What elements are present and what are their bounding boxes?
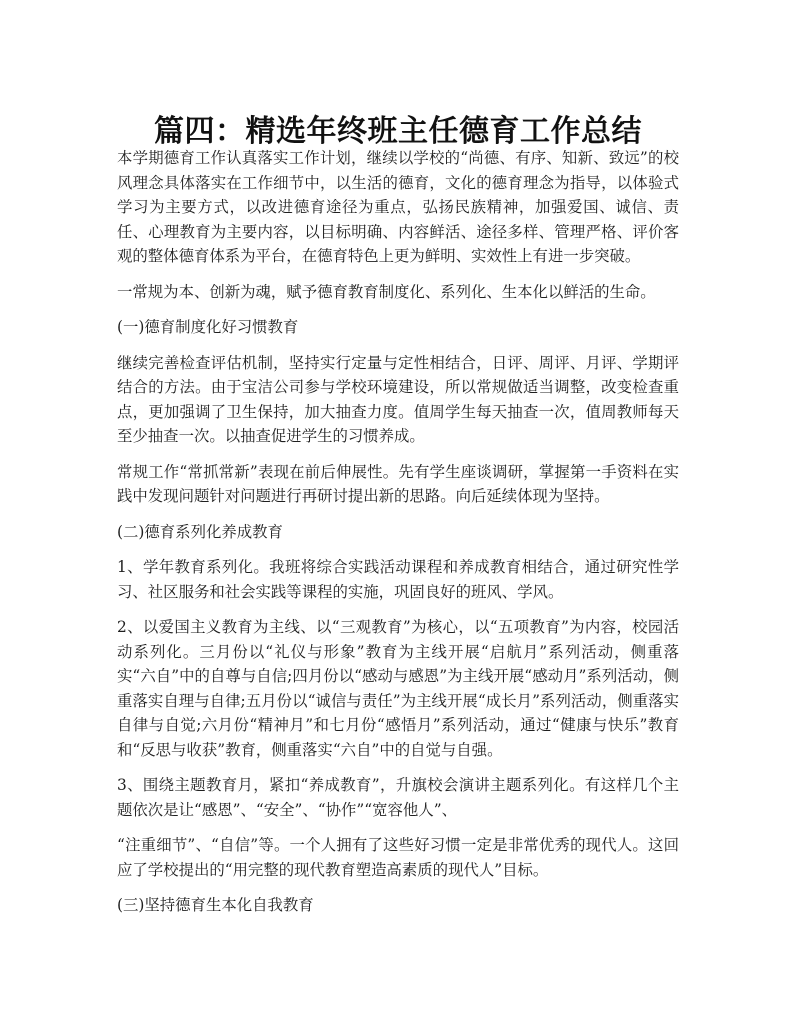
document-body <box>117 146 679 929</box>
paragraph-item-2: 2、以爱国主义教育为主线、以“三观教育”为核心，以“五项教育”为内容，校园活动系列化。三月份以“礼仪与形象”教育为主线开展“启航月”系列活动，侧重落实“六自”中的自尊与自信;四月份以“感动与感恩”为主线开展“感动月”系列活动，侧重落实自理与自律;五月份以“诚信与责任”为主线开展“成长月”系列活动，侧重落实自律与自觉;六月份“精神月”和七月份“感悟月”系列活动，通过“健康与快乐”教育和“反思与收获”教育，侧重落实“六自”中的自觉与自强。 <box>117 618 679 759</box>
paragraph-routine: 常规工作“常抓常新”表现在前后伸展性。先有学生座谈调研，掌握第一手资料在实践中发现问题针对问题进行再研讨提出新的思路。向后延续体现为坚持。 <box>117 462 679 505</box>
paragraph-inspection: 继续完善检查评估机制，坚持实行定量与定性相结合，日评、周评、月评、学期评结合的方法。由于宝洁公司参与学校环境建设，所以常规做适当调整，改变检查重点，更加强调了卫生保持，加大抽查力度。值周学生每天抽查一次，值周教师每天至少抽查一次。以抽查促进学生的习惯养成。 <box>117 353 679 445</box>
paragraph-subheading-2: (二)德育系列化养成教育 <box>117 522 283 541</box>
paragraph-item-1: 1、学年教育系列化。我班将综合实践活动课程和养成教育相结合，通过研究性学习、社区服务和社会实践等课程的实施，巩固良好的班风、学风。 <box>117 558 679 601</box>
paragraph-item-3-continued: “注重细节”、“自信”等。一个人拥有了这些好习惯一定是非常优秀的现代人。这回应了学校提出的“用完整的现代教育塑造高素质的现代人”目标。 <box>117 836 679 879</box>
paragraph-intro: 本学期德育工作认真落实工作计划，继续以学校的“尚德、有序、知新、致远”的校风理念具体落实在工作细节中，以生活的德育，文化的德育理念为指导，以体验式学习为主要方式，以改进德育途径为重点，弘扬民族精神，加强爱国、诚信、责任、心理教育为主要内容，以目标明确、内容鲜活、途径多样、管理严格、评价客观的整体德育体系为平台，在德育特色上更为鲜明、实效性上有进一步突破。 <box>117 149 679 265</box>
paragraph-subheading-3: (三)坚持德育生本化自我教育 <box>117 896 314 914</box>
paragraph-subheading-1: (一)德育制度化好习惯教育 <box>117 318 299 336</box>
paragraph-section-one-heading: 一常规为本、创新为魂，赋予德育教育制度化、系列化、生本化以鲜活的生命。 <box>117 282 656 301</box>
paragraph-item-3: 3、围绕主题教育月，紧扣“养成教育”，升旗校会演讲主题系列化。有这样几个主题依次是让“感恩”、“安全”、“协作”“宽容他人”、 <box>117 776 679 819</box>
document-title: 篇四：精选年终班主任德育工作总结 <box>154 114 642 150</box>
